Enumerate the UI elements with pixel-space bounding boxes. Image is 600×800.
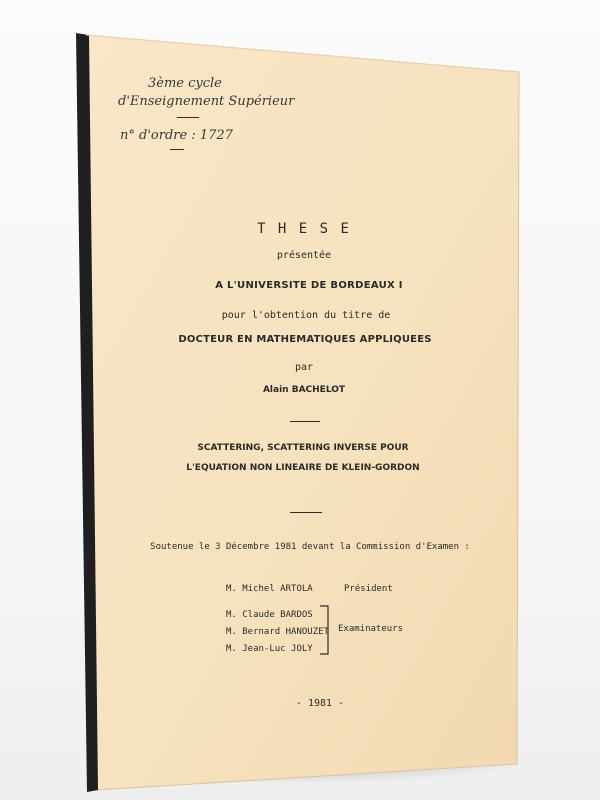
header-divider-1 — [177, 117, 199, 118]
subject-line-2: L'EQUATION NON LINEAIRE DE KLEIN-GORDON — [186, 463, 420, 473]
degree-title: DOCTEUR EN MATHEMATIQUES APPLIQUEES — [178, 334, 432, 345]
paper-sheet — [86, 35, 519, 790]
examiner-3: M. Jean-Luc JOLY — [226, 644, 313, 654]
presentee-text: présentée — [276, 250, 332, 261]
author-name: Alain BACHELOT — [262, 385, 346, 395]
year-footer: - 1981 - — [295, 698, 345, 709]
cycle-line-2: d'Enseignement Supérieur — [118, 94, 295, 109]
order-number: n° d'ordre : 1727 — [120, 128, 233, 143]
these-heading: T H E S E — [257, 221, 351, 237]
header-divider-2 — [170, 149, 184, 150]
examiners-bracket — [318, 604, 338, 664]
subject-divider — [290, 512, 322, 513]
par-text: par — [294, 362, 314, 373]
title-divider — [290, 421, 320, 422]
examiner-1: M. Claude BARDOS — [226, 610, 313, 620]
defense-statement: Soutenue le 3 Décembre 1981 devant la Commission d'Examen : — [150, 542, 470, 552]
university-name: A L'UNIVERSITE DE BORDEAUX I — [215, 280, 403, 291]
examiner-2: M. Bernard HANOUZET — [226, 627, 329, 637]
president-role: Président — [344, 584, 393, 594]
examiners-role: Examinateurs — [338, 624, 404, 634]
obtention-text: pour l'obtention du titre de — [221, 310, 391, 321]
president-name: M. Michel ARTOLA — [226, 584, 313, 594]
cycle-line-1: 3ème cycle — [148, 76, 222, 91]
subject-line-1: SCATTERING, SCATTERING INVERSE POUR — [197, 443, 409, 453]
